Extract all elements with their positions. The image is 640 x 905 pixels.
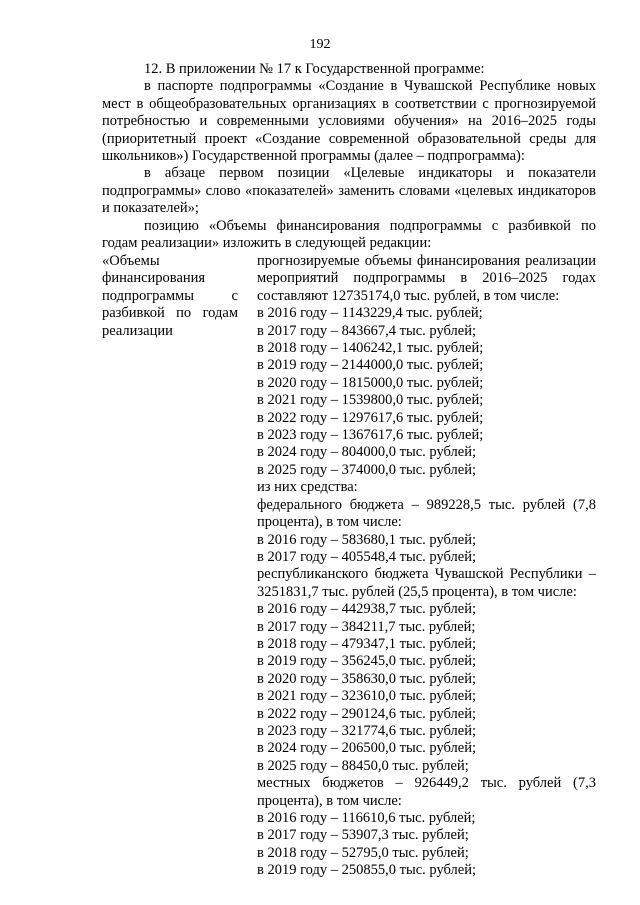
financing-line: в 2022 году – 1297617,6 тыс. рублей; — [257, 409, 484, 426]
financing-line: в 2023 году – 1367617,6 тыс. рублей; — [257, 427, 484, 444]
financing-line: в 2018 году – 479347,1 тыс. рублей; — [257, 635, 477, 652]
financing-line: в 2020 году – 358630,0 тыс. рублей; — [257, 670, 477, 687]
financing-line: в 2025 году – 374000,0 тыс. рублей; — [257, 461, 477, 478]
financing-line: в 2017 году – 53907,3 тыс. рублей; — [257, 827, 469, 844]
financing-line: в 2019 году – 2144000,0 тыс. рублей; — [257, 357, 484, 374]
financing-line: федерального бюджета – 989228,5 тыс. рублей (7,8 процента), в том числе: — [257, 496, 596, 531]
financing-line: в 2017 году – 405548,4 тыс. рублей; — [257, 548, 477, 565]
financing-line: в 2016 году – 583680,1 тыс. рублей; — [257, 531, 477, 548]
financing-line: в 2020 году – 1815000,0 тыс. рублей; — [257, 374, 484, 391]
financing-line: прогнозируемые объемы финансирования реализации мероприятий подпрограммы в 2016–2025 годах составляют 12735174,0 тыс. рублей, в том числе: — [257, 253, 596, 304]
financing-line: в 2022 году – 290124,6 тыс. рублей; — [257, 705, 477, 722]
financing-line: из них средства: — [257, 479, 358, 496]
financing-line: в 2019 году – 356245,0 тыс. рублей; — [257, 653, 477, 670]
financing-line: в 2017 году – 843667,4 тыс. рублей; — [257, 322, 477, 339]
financing-line: в 2017 году – 384211,7 тыс. рублей; — [257, 618, 476, 635]
intro-paragraph-3: в абзаце первом позиции «Целевые индикаторы и показатели подпрограммы» слово «показателей» заменить словами «целевых индикаторов и показателей»; — [102, 165, 596, 217]
financing-line: в 2016 году – 1143229,4 тыс. рублей; — [257, 305, 483, 322]
financing-line: в 2024 году – 804000,0 тыс. рублей; — [257, 444, 477, 461]
financing-line: в 2023 году – 321774,6 тыс. рублей; — [257, 722, 477, 739]
page-number: 192 — [309, 37, 331, 52]
financing-line: в 2021 году – 1539800,0 тыс. рублей; — [257, 392, 484, 409]
intro-paragraph-4: позицию «Объемы финансирования подпрограммы с разбивкой по годам реализации» изложить в следующей редакции: — [102, 217, 596, 252]
financing-line: в 2019 году – 250855,0 тыс. рублей; — [257, 862, 477, 879]
financing-line: в 2025 году – 88450,0 тыс. рублей; — [257, 757, 469, 774]
financing-line: в 2016 году – 116610,6 тыс. рублей; — [257, 810, 476, 826]
financing-line: местных бюджетов – 926449,2 тыс. рублей (7,3 процента), в том числе: — [257, 775, 596, 809]
intro-paragraph-1: 12. В приложении № 17 к Государственной программе: — [144, 61, 485, 77]
financing-line: в 2024 году – 206500,0 тыс. рублей; — [257, 740, 477, 757]
financing-details-cell — [257, 253, 596, 880]
intro-text — [102, 61, 596, 252]
financing-line: в 2021 году – 323610,0 тыс. рублей; — [257, 688, 477, 705]
financing-line: в 2016 году – 442938,7 тыс. рублей; — [257, 601, 477, 618]
intro-paragraph-2: в паспорте подпрограммы «Создание в Чувашской Республике новых мест в общеобразовательных организациях в соответствии с прогнозируемой потребностью и современными условиями обучения» на 2016–2025 годы (приоритетный проект «Создание современной образовательной среды для школьников») Государственной программы (далее – подпрограмма): — [102, 78, 596, 165]
financing-line: республиканского бюджета Чувашской Республики – 3251831,7 тыс. рублей (25,5 процента), в том числе: — [257, 566, 596, 600]
financing-line: в 2018 году – 52795,0 тыс. рублей; — [257, 844, 469, 861]
financing-line: в 2018 году – 1406242,1 тыс. рублей; — [257, 340, 484, 357]
position-name-cell: «Объемы финансирования подпрограммы с разбивкой по годам реализации — [102, 253, 238, 339]
